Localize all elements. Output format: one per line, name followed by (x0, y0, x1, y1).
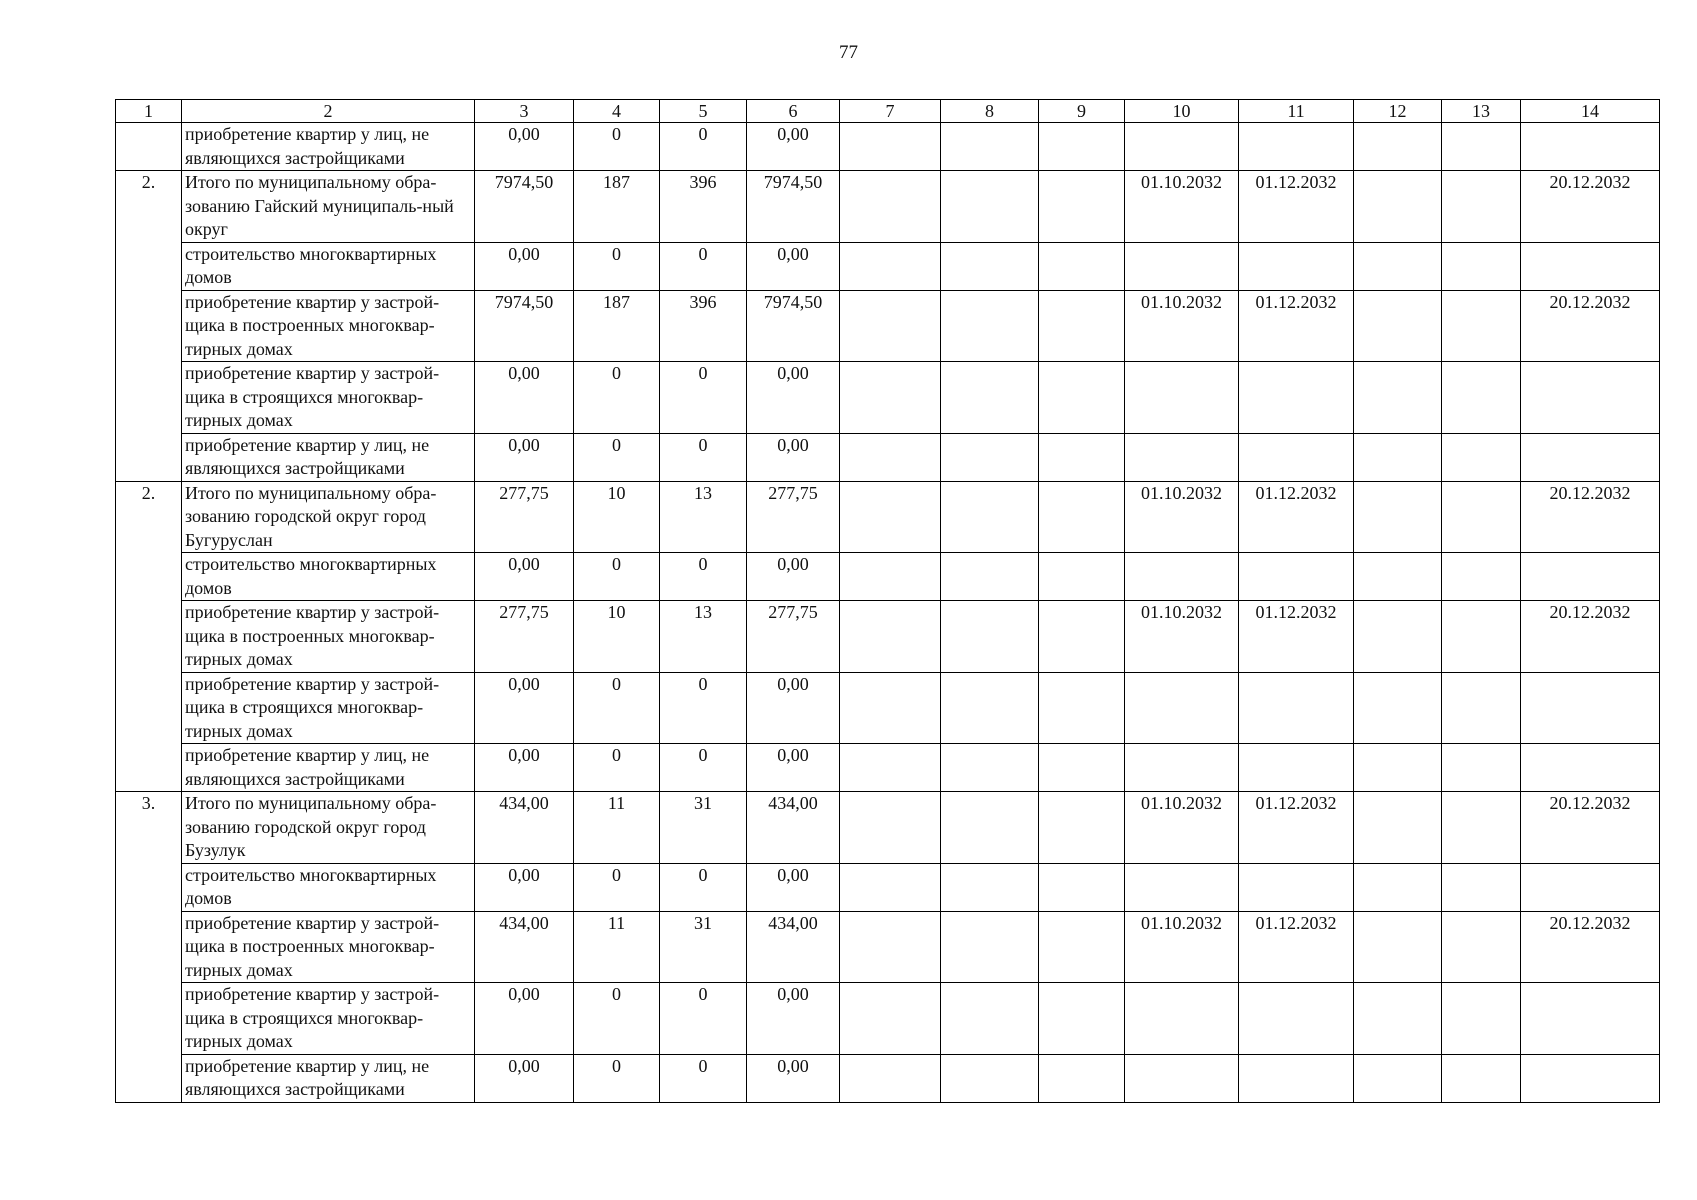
col6-cell: 7974,50 (747, 290, 840, 362)
col13-cell (1442, 433, 1521, 481)
col6-cell: 0,00 (747, 123, 840, 171)
table-row (116, 481, 1660, 553)
col12-cell (1354, 911, 1442, 983)
col9-cell (1039, 123, 1125, 171)
row-number-cell (116, 911, 182, 983)
row-number-cell (116, 553, 182, 601)
row-number-cell (116, 863, 182, 911)
col9-cell (1039, 863, 1125, 911)
col9-cell (1039, 290, 1125, 362)
col10-cell (1125, 744, 1239, 792)
col5-cell: 0 (660, 983, 747, 1055)
col6-cell: 0,00 (747, 553, 840, 601)
col10-cell: 01.10.2032 (1125, 171, 1239, 243)
col5-cell: 0 (660, 1054, 747, 1102)
col13-cell (1442, 983, 1521, 1055)
table-row (116, 792, 1660, 864)
col4-cell: 187 (574, 171, 660, 243)
col5-cell: 0 (660, 672, 747, 744)
col11-cell (1239, 362, 1354, 434)
col14-cell: 20.12.2032 (1521, 601, 1660, 673)
col10-cell (1125, 123, 1239, 171)
page-number: 77 (839, 42, 858, 63)
col14-cell (1521, 1054, 1660, 1102)
col8-cell (941, 123, 1039, 171)
table-row (116, 362, 1660, 434)
row-number-cell (116, 744, 182, 792)
col5-cell: 0 (660, 744, 747, 792)
row-name-cell: приобретение квартир у лиц, не являющихся застройщиками (182, 123, 475, 171)
col7-cell (840, 672, 941, 744)
col12-cell (1354, 290, 1442, 362)
col11-cell (1239, 1054, 1354, 1102)
col7-cell (840, 553, 941, 601)
col13-cell (1442, 362, 1521, 434)
col7-cell (840, 601, 941, 673)
col8-cell (941, 290, 1039, 362)
row-name-cell: Итого по муниципальному обра-зованию Гайский муниципаль-ный округ (182, 171, 475, 243)
col11-cell: 01.12.2032 (1239, 601, 1354, 673)
row-number-cell (116, 242, 182, 290)
col4-cell: 10 (574, 601, 660, 673)
col14-cell: 20.12.2032 (1521, 171, 1660, 243)
table-row (116, 911, 1660, 983)
col9-cell (1039, 481, 1125, 553)
row-name-cell: приобретение квартир у застрой-щика в строящихся многоквар-тирных домах (182, 983, 475, 1055)
col11-cell (1239, 863, 1354, 911)
col13-cell (1442, 911, 1521, 983)
col7-cell (840, 290, 941, 362)
col4-cell: 0 (574, 1054, 660, 1102)
col5-cell: 396 (660, 290, 747, 362)
row-number-cell (116, 983, 182, 1055)
col8-cell (941, 983, 1039, 1055)
col8-cell (941, 242, 1039, 290)
column-header: 13 (1442, 100, 1521, 123)
col6-cell: 7974,50 (747, 171, 840, 243)
col6-cell: 0,00 (747, 863, 840, 911)
col12-cell (1354, 481, 1442, 553)
col7-cell (840, 433, 941, 481)
col7-cell (840, 481, 941, 553)
col14-cell (1521, 553, 1660, 601)
col10-cell: 01.10.2032 (1125, 481, 1239, 553)
row-name-cell: приобретение квартир у застрой-щика в строящихся многоквар-тирных домах (182, 362, 475, 434)
col6-cell: 434,00 (747, 792, 840, 864)
table-row (116, 601, 1660, 673)
col10-cell (1125, 863, 1239, 911)
col14-cell: 20.12.2032 (1521, 290, 1660, 362)
table-body (116, 123, 1660, 1103)
col5-cell: 0 (660, 242, 747, 290)
col8-cell (941, 362, 1039, 434)
col5-cell: 13 (660, 481, 747, 553)
row-number-cell: 2. (116, 171, 182, 243)
table-row (116, 983, 1660, 1055)
row-name-cell: строительство многоквартирных домов (182, 553, 475, 601)
col4-cell: 0 (574, 863, 660, 911)
col4-cell: 0 (574, 553, 660, 601)
col3-cell: 7974,50 (475, 290, 574, 362)
col9-cell (1039, 1054, 1125, 1102)
col12-cell (1354, 792, 1442, 864)
col3-cell: 0,00 (475, 1054, 574, 1102)
column-header: 3 (475, 100, 574, 123)
row-name-cell: приобретение квартир у застрой-щика в построенных многоквар-тирных домах (182, 290, 475, 362)
row-number-cell (116, 123, 182, 171)
col6-cell: 434,00 (747, 911, 840, 983)
col12-cell (1354, 744, 1442, 792)
col13-cell (1442, 481, 1521, 553)
column-header: 7 (840, 100, 941, 123)
row-number-cell (116, 362, 182, 434)
col9-cell (1039, 601, 1125, 673)
col14-cell (1521, 744, 1660, 792)
col8-cell (941, 744, 1039, 792)
col9-cell (1039, 362, 1125, 434)
col6-cell: 0,00 (747, 983, 840, 1055)
col3-cell: 7974,50 (475, 171, 574, 243)
col11-cell: 01.12.2032 (1239, 171, 1354, 243)
col8-cell (941, 672, 1039, 744)
table-row (116, 123, 1660, 171)
col9-cell (1039, 171, 1125, 243)
col10-cell (1125, 242, 1239, 290)
col4-cell: 0 (574, 433, 660, 481)
col5-cell: 0 (660, 362, 747, 434)
column-header: 11 (1239, 100, 1354, 123)
col14-cell (1521, 123, 1660, 171)
col9-cell (1039, 792, 1125, 864)
row-name-cell: приобретение квартир у лиц, не являющихся застройщиками (182, 1054, 475, 1102)
row-name-cell: Итого по муниципальному обра-зованию городской округ город Бузулук (182, 792, 475, 864)
col3-cell: 0,00 (475, 553, 574, 601)
row-name-cell: приобретение квартир у застрой-щика в строящихся многоквар-тирных домах (182, 672, 475, 744)
col14-cell (1521, 362, 1660, 434)
col3-cell: 434,00 (475, 792, 574, 864)
col9-cell (1039, 744, 1125, 792)
table-row (116, 171, 1660, 243)
col11-cell: 01.12.2032 (1239, 792, 1354, 864)
table-row (116, 1054, 1660, 1102)
col4-cell: 0 (574, 123, 660, 171)
col10-cell (1125, 672, 1239, 744)
col9-cell (1039, 553, 1125, 601)
col8-cell (941, 171, 1039, 243)
col12-cell (1354, 242, 1442, 290)
row-number-cell (116, 1054, 182, 1102)
col5-cell: 31 (660, 792, 747, 864)
table-row (116, 433, 1660, 481)
col4-cell: 0 (574, 744, 660, 792)
col14-cell (1521, 983, 1660, 1055)
col11-cell (1239, 744, 1354, 792)
col5-cell: 0 (660, 863, 747, 911)
col11-cell (1239, 433, 1354, 481)
col8-cell (941, 553, 1039, 601)
col11-cell: 01.12.2032 (1239, 911, 1354, 983)
col12-cell (1354, 983, 1442, 1055)
row-number-cell: 2. (116, 481, 182, 553)
col13-cell (1442, 553, 1521, 601)
col14-cell (1521, 672, 1660, 744)
col5-cell: 0 (660, 123, 747, 171)
col8-cell (941, 863, 1039, 911)
col6-cell: 0,00 (747, 672, 840, 744)
col11-cell (1239, 553, 1354, 601)
table-row (116, 744, 1660, 792)
col13-cell (1442, 601, 1521, 673)
col4-cell: 11 (574, 911, 660, 983)
column-header: 12 (1354, 100, 1442, 123)
col14-cell: 20.12.2032 (1521, 792, 1660, 864)
col8-cell (941, 601, 1039, 673)
column-header: 9 (1039, 100, 1125, 123)
col13-cell (1442, 242, 1521, 290)
column-header: 14 (1521, 100, 1660, 123)
col4-cell: 11 (574, 792, 660, 864)
col12-cell (1354, 123, 1442, 171)
table-row (116, 242, 1660, 290)
col10-cell (1125, 1054, 1239, 1102)
col4-cell: 0 (574, 242, 660, 290)
data-table (115, 99, 1660, 1103)
col13-cell (1442, 863, 1521, 911)
col6-cell: 0,00 (747, 242, 840, 290)
row-name-cell: приобретение квартир у застрой-щика в построенных многоквар-тирных домах (182, 601, 475, 673)
col9-cell (1039, 433, 1125, 481)
col7-cell (840, 792, 941, 864)
column-header: 8 (941, 100, 1039, 123)
col4-cell: 0 (574, 362, 660, 434)
col13-cell (1442, 171, 1521, 243)
col5-cell: 0 (660, 553, 747, 601)
col13-cell (1442, 123, 1521, 171)
row-name-cell: приобретение квартир у лиц, не являющихся застройщиками (182, 744, 475, 792)
col13-cell (1442, 672, 1521, 744)
row-name-cell: строительство многоквартирных домов (182, 863, 475, 911)
col9-cell (1039, 242, 1125, 290)
column-header: 2 (182, 100, 475, 123)
col10-cell: 01.10.2032 (1125, 792, 1239, 864)
col12-cell (1354, 1054, 1442, 1102)
col10-cell: 01.10.2032 (1125, 290, 1239, 362)
column-header: 6 (747, 100, 840, 123)
column-header: 1 (116, 100, 182, 123)
col11-cell (1239, 983, 1354, 1055)
row-name-cell: строительство многоквартирных домов (182, 242, 475, 290)
col8-cell (941, 433, 1039, 481)
col6-cell: 277,75 (747, 481, 840, 553)
col7-cell (840, 171, 941, 243)
col3-cell: 434,00 (475, 911, 574, 983)
row-number-cell (116, 433, 182, 481)
col5-cell: 31 (660, 911, 747, 983)
row-number-cell (116, 672, 182, 744)
col7-cell (840, 123, 941, 171)
col3-cell: 277,75 (475, 481, 574, 553)
col4-cell: 0 (574, 983, 660, 1055)
col14-cell: 20.12.2032 (1521, 481, 1660, 553)
col8-cell (941, 1054, 1039, 1102)
col12-cell (1354, 863, 1442, 911)
col14-cell (1521, 863, 1660, 911)
col3-cell: 277,75 (475, 601, 574, 673)
col7-cell (840, 744, 941, 792)
table-row (116, 553, 1660, 601)
col12-cell (1354, 433, 1442, 481)
column-header: 10 (1125, 100, 1239, 123)
col5-cell: 0 (660, 433, 747, 481)
col14-cell (1521, 433, 1660, 481)
col7-cell (840, 911, 941, 983)
col8-cell (941, 481, 1039, 553)
col7-cell (840, 242, 941, 290)
col12-cell (1354, 362, 1442, 434)
col6-cell: 0,00 (747, 362, 840, 434)
col11-cell: 01.12.2032 (1239, 481, 1354, 553)
col12-cell (1354, 601, 1442, 673)
row-number-cell: 3. (116, 792, 182, 864)
table-row (116, 863, 1660, 911)
col6-cell: 0,00 (747, 1054, 840, 1102)
col11-cell (1239, 242, 1354, 290)
col9-cell (1039, 672, 1125, 744)
col11-cell (1239, 672, 1354, 744)
col6-cell: 277,75 (747, 601, 840, 673)
col8-cell (941, 911, 1039, 983)
col3-cell: 0,00 (475, 863, 574, 911)
col4-cell: 187 (574, 290, 660, 362)
col7-cell (840, 863, 941, 911)
col5-cell: 396 (660, 171, 747, 243)
row-number-cell (116, 601, 182, 673)
col14-cell: 20.12.2032 (1521, 911, 1660, 983)
col5-cell: 13 (660, 601, 747, 673)
col9-cell (1039, 911, 1125, 983)
col7-cell (840, 362, 941, 434)
col10-cell (1125, 553, 1239, 601)
col12-cell (1354, 171, 1442, 243)
col10-cell (1125, 983, 1239, 1055)
col3-cell: 0,00 (475, 983, 574, 1055)
col6-cell: 0,00 (747, 433, 840, 481)
col14-cell (1521, 242, 1660, 290)
col10-cell: 01.10.2032 (1125, 911, 1239, 983)
col6-cell: 0,00 (747, 744, 840, 792)
col4-cell: 10 (574, 481, 660, 553)
column-header: 5 (660, 100, 747, 123)
header-row (116, 100, 1660, 123)
row-name-cell: приобретение квартир у лиц, не являющихся застройщиками (182, 433, 475, 481)
col3-cell: 0,00 (475, 242, 574, 290)
col13-cell (1442, 792, 1521, 864)
col3-cell: 0,00 (475, 744, 574, 792)
column-header: 4 (574, 100, 660, 123)
table-row (116, 290, 1660, 362)
col13-cell (1442, 1054, 1521, 1102)
col13-cell (1442, 290, 1521, 362)
col11-cell (1239, 123, 1354, 171)
col10-cell: 01.10.2032 (1125, 601, 1239, 673)
col3-cell: 0,00 (475, 362, 574, 434)
row-number-cell (116, 290, 182, 362)
col13-cell (1442, 744, 1521, 792)
col12-cell (1354, 672, 1442, 744)
row-name-cell: Итого по муниципальному обра-зованию городской округ город Бугуруслан (182, 481, 475, 553)
col3-cell: 0,00 (475, 672, 574, 744)
col9-cell (1039, 983, 1125, 1055)
col7-cell (840, 1054, 941, 1102)
col12-cell (1354, 553, 1442, 601)
col8-cell (941, 792, 1039, 864)
row-name-cell: приобретение квартир у застрой-щика в построенных многоквар-тирных домах (182, 911, 475, 983)
table-row (116, 672, 1660, 744)
col10-cell (1125, 362, 1239, 434)
col10-cell (1125, 433, 1239, 481)
col11-cell: 01.12.2032 (1239, 290, 1354, 362)
col3-cell: 0,00 (475, 123, 574, 171)
col3-cell: 0,00 (475, 433, 574, 481)
col4-cell: 0 (574, 672, 660, 744)
col7-cell (840, 983, 941, 1055)
